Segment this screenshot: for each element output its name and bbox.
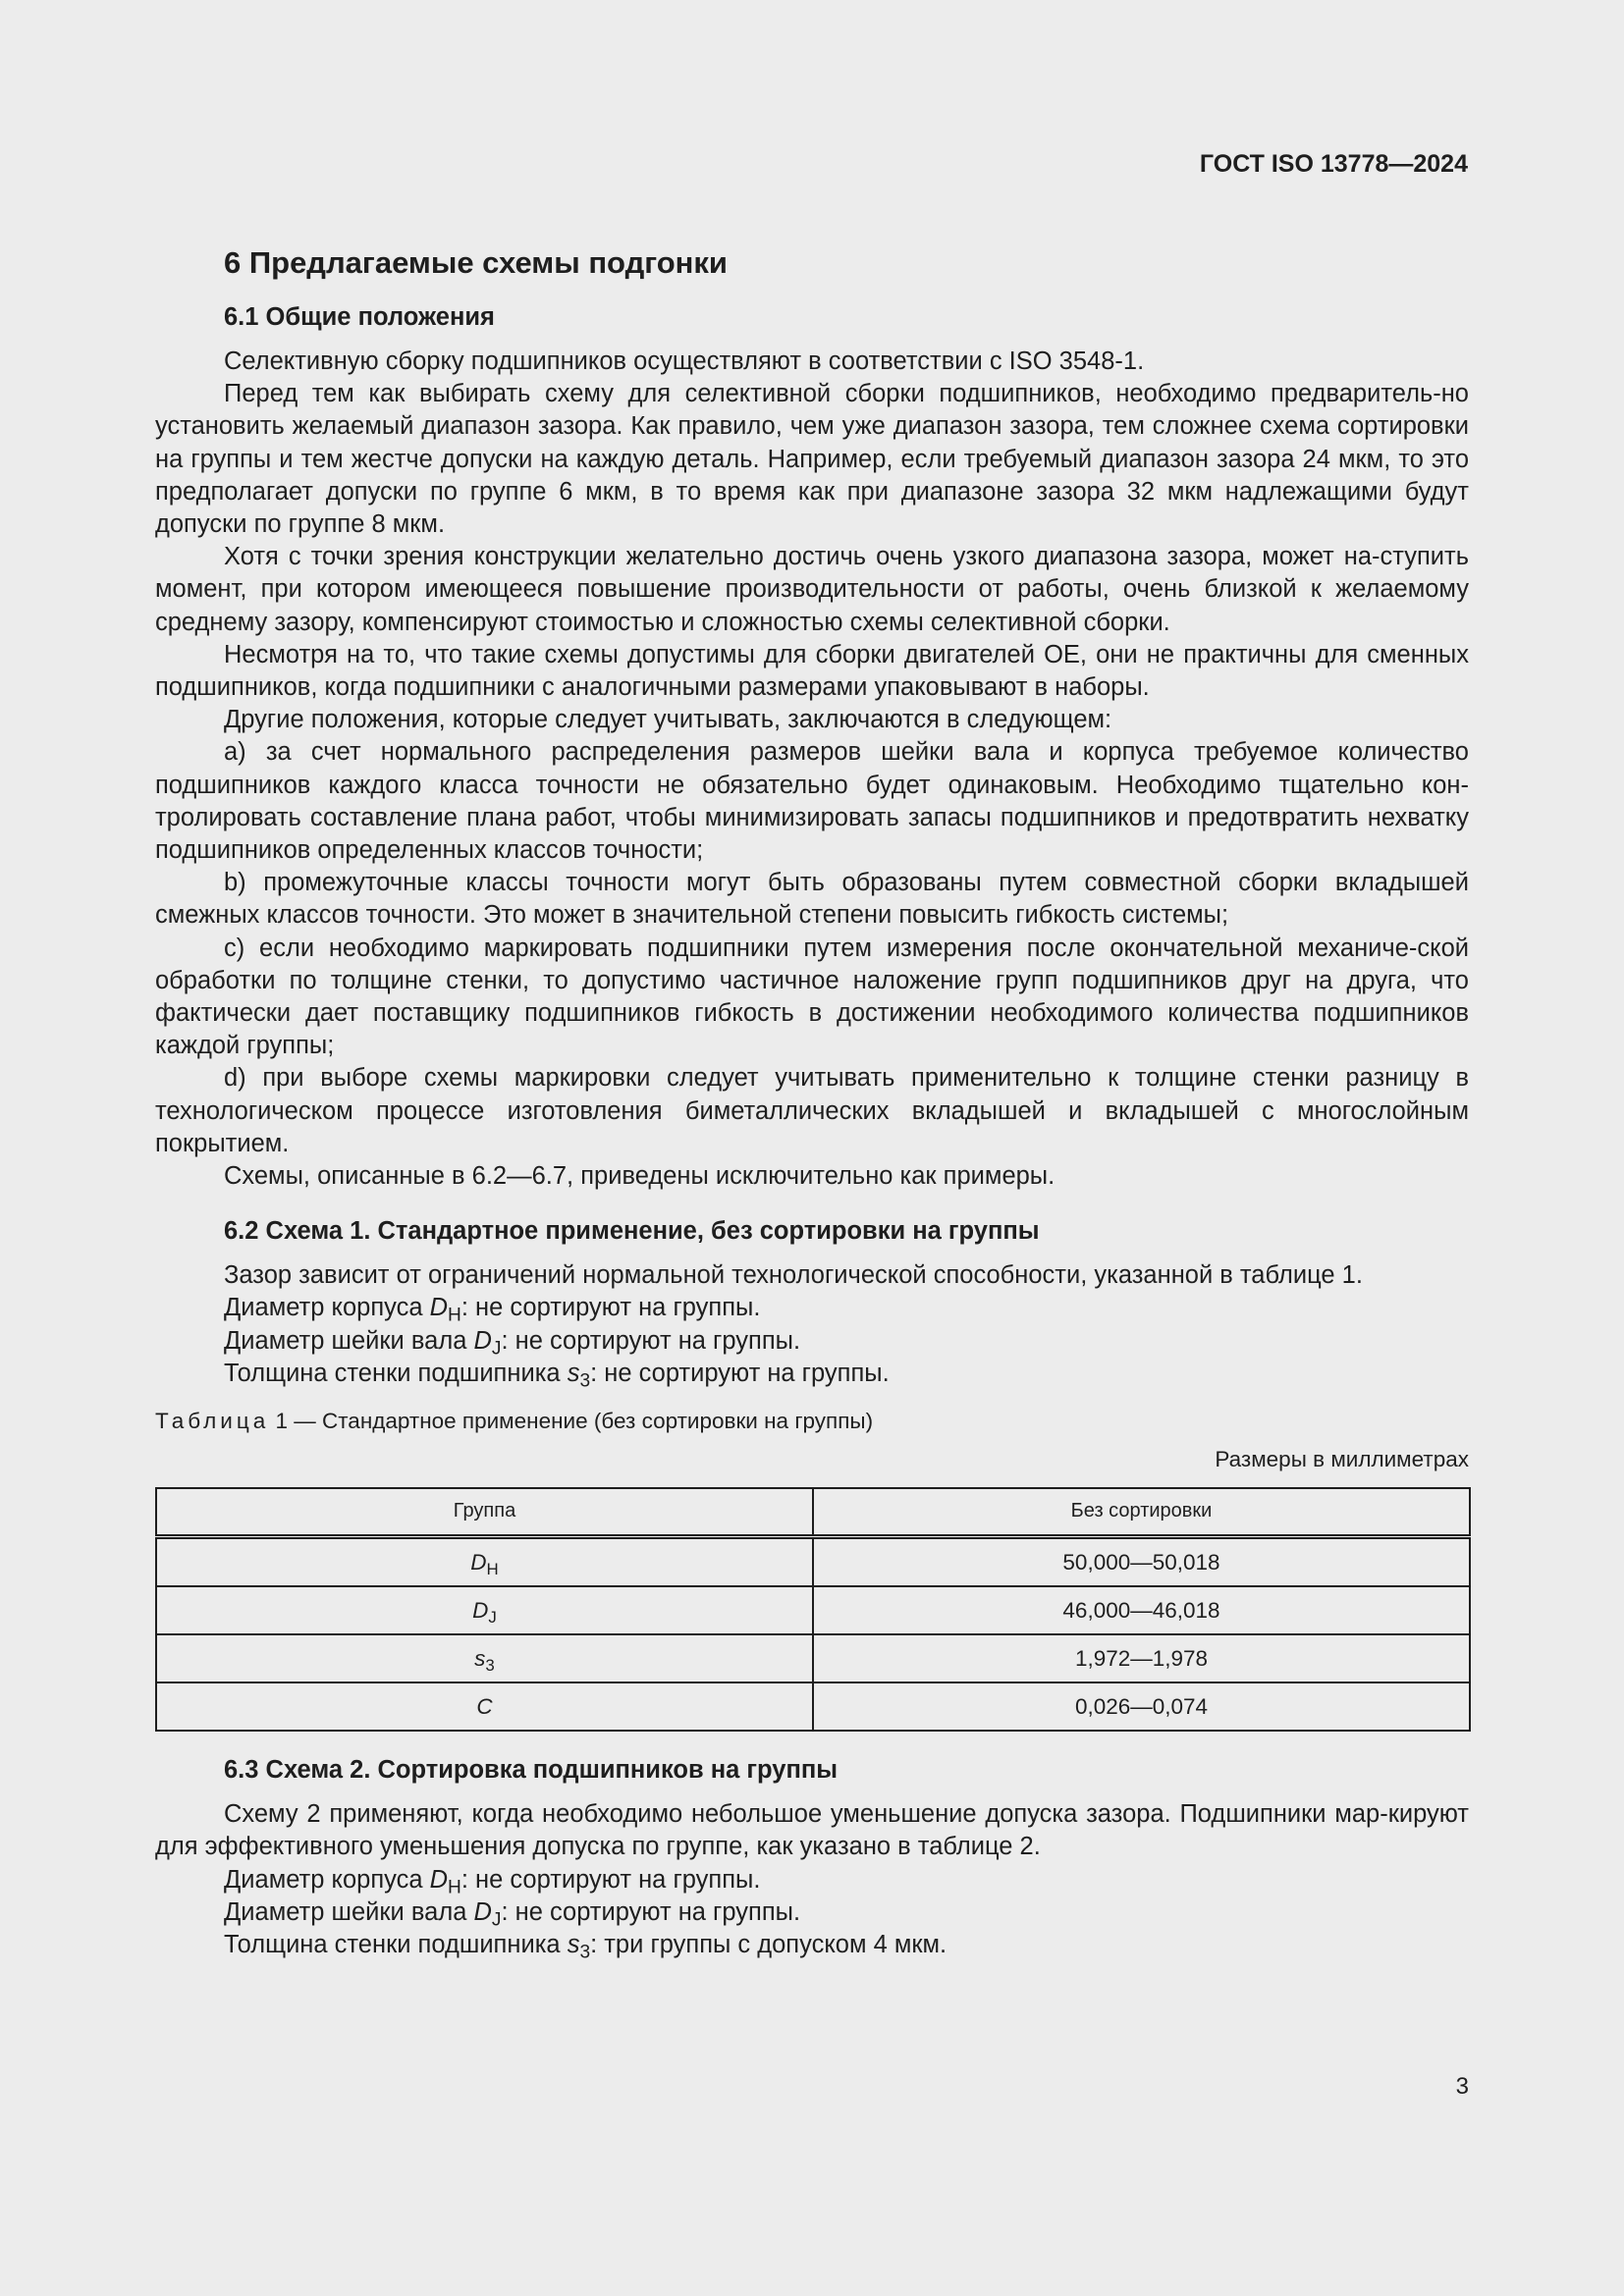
section-6-1-title: 6.1 Общие положения [224,303,495,331]
list-item-a: a) за счет нормального распределения размеров шейки вала и корпуса требуемое количество подшипников каждого класса точности не обязательно будет одинаковым. Необходимо тщательно кон-тролировать составление плана работ, чтобы минимизировать запасы подшипников и предотвратить нехватку подшипников определенных классов точности; [155,738,1469,865]
paragraph: Хотя с точки зрения конструкции желательно достичь очень узкого диапазона зазора, может на-ступить момент, при котором имеющееся повышение производительности от работы, очень близкой к желаемому среднему зазору, компенсируют стоимостью и сложностью схемы селективной сборки. [155,543,1469,636]
text: : три группы с допуском 4 мкм. [590,1930,947,1958]
subscript: H [448,1306,461,1327]
column-header-group: Группа [156,1488,813,1537]
paragraph: Перед тем как выбирать схему для селективной сборки подшипников, необходимо предваритель-но установить желаемый диапазон зазора. Как правило, чем уже диапазон зазора, тем сложнее схема сортировки на группы и тем жестче допуски на каждую деталь. Например, если требуемый диапазон зазора 24 мкм, то это предполагает допуски по группе 6 мкм, в то время как при диапазоне зазора 32 мкм надлежащими будут допуски по группе 8 мкм. [155,380,1469,539]
subscript: H [486,1560,499,1579]
table-row [156,1537,1470,1587]
text: Толщина стенки подшипника [224,1930,568,1958]
symbol: D [429,1865,449,1894]
table-row [156,1586,1470,1634]
paragraph: Схему 2 применяют, когда необходимо небольшое уменьшение допуска зазора. Подшипники мар-кируют для эффективного уменьшения допуска по группе, как указано в таблице 2. [155,1800,1469,1861]
symbol: D [473,1326,492,1355]
table-cell [156,1537,813,1587]
symbol: s [474,1645,486,1671]
caption-label: Таблица [155,1409,270,1434]
journal-diameter-line [155,1896,1469,1929]
journal-diameter-line [155,1325,1469,1358]
subscript: 3 [579,1942,591,1963]
symbol: s [567,1930,580,1958]
list-item-d: d) при выборе схемы маркировки следует учитывать применительно к толщине стенки разницу в технологическом процессе изготовления биметаллических вкладышей и вкладышей с многослойным покрытием. [155,1064,1469,1157]
text: Диаметр корпуса [224,1294,430,1322]
wall-thickness-line [155,1358,1469,1390]
table-units: Размеры в миллиметрах [1215,1447,1469,1472]
table-cell [156,1634,813,1682]
symbol: C [476,1693,493,1719]
symbol: s [567,1359,580,1387]
table-row [156,1634,1470,1682]
table-cell [156,1682,813,1731]
text: : не сортируют на группы. [460,1865,761,1894]
symbol: D [472,1597,489,1623]
table-1 [155,1487,1471,1732]
subscript: J [488,1608,497,1628]
symbol: D [429,1294,449,1322]
paragraph: Зазор зависит от ограничений нормальной технологической способности, указанной в таблице 1. [224,1261,1363,1290]
subscript: 3 [485,1656,495,1676]
paragraph: Несмотря на то, что такие схемы допустимы для сборки двигателей ОЕ, они не практичны для сменных подшипников, когда подшипники с аналогичными размерами упаковывают в наборы. [155,640,1469,702]
text: : не сортируют на группы. [590,1359,890,1387]
text: : не сортируют на группы. [501,1326,801,1355]
document-body [155,220,1469,1961]
paragraph: Схемы, описанные в 6.2—6.7, приведены исключительно как примеры. [224,1162,1056,1191]
text: : не сортируют на группы. [501,1897,801,1926]
subscript: H [448,1877,461,1898]
paragraph: Другие положения, которые следует учитывать, заключаются в следующем: [224,706,1112,734]
column-header-value: Без сортировки [813,1488,1470,1537]
table-cell: 46,000—46,018 [813,1586,1470,1634]
table-header-row [156,1488,1470,1537]
list-item-c: c) если необходимо маркировать подшипники путем измерения после окончательной механиче-ской обработки по толщине стенки, то допустимо частичное наложение групп подшипников друг на друга, что фактически дает поставщику подшипников гибкость в достижении необходимого количества подшипников каждой группы; [155,934,1469,1060]
text: Толщина стенки подшипника [224,1359,568,1387]
document-id: ГОСТ ISO 13778—2024 [1199,150,1468,178]
housing-diameter-line [155,1864,1469,1896]
paragraph: Селективную сборку подшипников осуществляют в соответствии с ISO 3548-1. [224,347,1145,375]
text: Диаметр шейки вала [224,1326,474,1355]
table-cell: 0,026—0,074 [813,1682,1470,1731]
text: Диаметр корпуса [224,1865,430,1894]
text: : не сортируют на группы. [460,1294,761,1322]
table-cell: 50,000—50,018 [813,1537,1470,1587]
table-cell: 1,972—1,978 [813,1634,1470,1682]
table-1-caption [155,1406,1469,1437]
text: Диаметр шейки вала [224,1897,474,1926]
page-number: 3 [1455,2073,1469,2100]
list-item-b: b) промежуточные классы точности могут быть образованы путем совместной сборки вкладышей смежных классов точности. Это может в значительной степени повысить гибкость системы; [155,869,1469,930]
table-cell [156,1586,813,1634]
subscript: 3 [579,1370,591,1392]
symbol: D [470,1549,487,1575]
housing-diameter-line [155,1292,1469,1327]
section-6-3-title: 6.3 Схема 2. Сортировка подшипников на группы [224,1756,839,1785]
section-6-2-title: 6.2 Схема 1. Стандартное применение, без сортировки на группы [224,1217,1040,1246]
wall-thickness-line [155,1929,1469,1961]
subscript: J [491,1338,502,1360]
section-6-title: 6 Предлагаемые схемы подгонки [224,245,728,280]
subscript: J [491,1909,502,1931]
caption-text: 1 — Стандартное применение (без сортировки на группы) [269,1409,874,1434]
table-row [156,1682,1470,1731]
symbol: D [473,1897,492,1926]
